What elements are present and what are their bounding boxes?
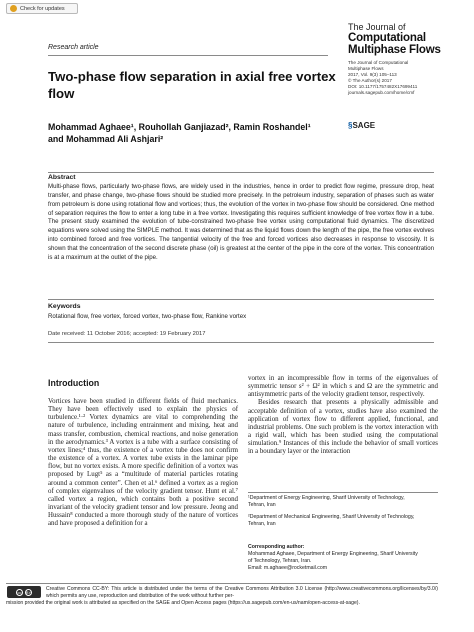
authors-line: and Mohammad Ali Ashjari²	[48, 134, 164, 144]
affiliations	[248, 495, 438, 528]
corresponding-author-email[interactable]: Email: m.aghaee@rocketmail.com	[248, 565, 328, 571]
left-column	[48, 378, 238, 529]
body-paragraph: Besides research that presents a physically admissible and acceptable definition of a vortex, studies have also examined the application of vortex flow to different applied, functional, and industrial problems. One such problem is the vortex interaction with a rigid wall, which has been studied using the computational simulation.⁹ Instances of this include the behavior of small vortices in a boundary layer or the interaction	[248, 399, 438, 456]
sage-logo-mark-icon: §	[348, 121, 353, 130]
corresponding-author	[248, 544, 438, 572]
creative-commons-badge[interactable]	[7, 586, 41, 598]
journal-masthead	[348, 22, 468, 97]
article-type: Research article	[48, 44, 99, 51]
journal-name-line3: Multiphase Flows	[348, 44, 441, 56]
affiliation-line: Tehran, Iran	[248, 521, 276, 527]
cc-icon: cc	[17, 589, 22, 595]
journal-meta-line: © The Author(s) 2017	[348, 78, 392, 84]
keywords-heading: Keywords	[48, 303, 81, 310]
check-for-updates-button[interactable]	[6, 3, 78, 14]
divider	[48, 172, 434, 173]
abstract-text: Multi-phase flows, particularly two-phase flows, are widely used in the industries, hence in order to predict flow regime, pressure drop, heat transfer, and phase change, two-phase flows should be studied more precisely. In the petroleum industry, separation of phases such as water from petroleum is done using rotational flow and vortices; thus, the evolution of the vortex in two-phase flow should be considered. One method of separation requires the flow to enter a long tube in a free vortex. Investigating this requires sufficient knowledge of free vortex flow in a tube. The present study examined the evolution of tube-constrained two-phase free vortex using computational fluid dynamics. The discretized equations were solved using the SIMPLE method. It was determined that as the liquid flows down the length of the pipe, the free vortex evolves into combined forced and free vortices. The tangential velocity of the free and forced vortices also decreases in response to viscosity. It is shown that the concentration of the second discrete phase (oil) is greatest at the center of the pipe in the core of the vortex. This concentration is at a maximum at the outlet of the pipe.	[48, 183, 434, 261]
introduction-paragraph: Vortices have been studied in different fields of fluid mechanics. They have been effectively used to explain the physics of turbulence.¹·² Vortex dynamics are vital to comprehending the nature of turbulence, including entrainment and mixing, heat and mass transfer, combustion, chemical reactions, and noise generation in the aerodynamics.³ A vortex is a tube with a surface consisting of vortex lines;⁴ thus, the existence of a vortex tube does not confirm the existence of a vortex. A vortex tube exists in the laminar pipe flow, but no vortex exists. A more specific definition of a vortex was proposed by Lugt⁵ as a “multitude of material particles rotating around a common center”. Chen et al.⁶ defined a vortex as a region of complex eigenvalues of the velocity gradient tensor. Hunt et al.⁷ called vortex a region, which contains both a positive second invariant of the velocity gradient tensor and low pressure. Jeong and Hussain⁸ conducted a more thorough study of the nature of vortices and have proposed a definition for a	[48, 398, 238, 528]
journal-meta-line: 2017, Vol. 9(3) 105–113	[348, 72, 397, 78]
corresponding-author-line: of Technology, Tehran, Iran.	[248, 558, 312, 564]
received-accepted-dates: Date received: 11 October 2016; accepted: 19 February 2017	[48, 331, 206, 337]
journal-meta	[348, 60, 468, 97]
divider	[6, 583, 438, 584]
journal-name-line1: The Journal of	[348, 22, 406, 32]
right-column	[248, 375, 438, 457]
check-for-updates-label: Check for updates	[20, 5, 65, 12]
crossmark-icon	[10, 5, 17, 12]
license-text: Creative Commons CC-BY: This article is distributed under the terms of the Creative Commons Attribution 3.0 License (http://www.creativecommons.org/licenses/by/3.0/) which permits any use, reproduction and distribution of the work without further per-	[46, 586, 438, 600]
divider	[48, 55, 328, 56]
sage-logo	[348, 121, 375, 130]
journal-meta-line: The Journal of Computational	[348, 60, 409, 65]
divider	[48, 342, 434, 343]
author-list	[48, 121, 348, 145]
corresponding-author-line: Mohammad Aghaee, Department of Energy Engineering, Sharif University	[248, 551, 418, 557]
journal-meta-line: Multiphase Flows	[348, 66, 384, 72]
journal-doi-link[interactable]: DOI: 10.1177/1757482X17699411	[348, 84, 418, 90]
article-title: Two-phase flow separation in axial free vortex flow	[48, 69, 336, 101]
license-text-continued: mission provided the original work is attributed as specified on the SAGE and Open Access pages (https://us.sagepub.com/en-us/nam/open-access-at-sage).	[6, 600, 360, 606]
corresponding-author-heading: Corresponding author:	[248, 544, 305, 550]
affiliation-line: Tehran, Iran	[248, 502, 276, 508]
journal-name-line2: Computational	[348, 32, 426, 44]
divider	[248, 492, 438, 493]
authors-line: Mohammad Aghaee¹, Rouhollah Ganjiazad², Ramin Roshandel¹	[48, 122, 311, 132]
journal-home-link[interactable]: journals.sagepub.com/home/cmf	[348, 90, 415, 96]
affiliation-line: ¹Department of Energy Engineering, Sharif University of Technology,	[248, 495, 405, 501]
abstract-heading: Abstract	[48, 174, 76, 181]
divider	[48, 299, 434, 300]
body-paragraph: vortex in an incompressible flow in terms of the eigenvalues of symmetric tensor s² + Ω² in which s and Ω are the symmetric and antisymmetric parts of the velocity gradient tensor, respectively.	[248, 375, 438, 399]
introduction-heading: Introduction	[48, 378, 100, 388]
sage-logo-text: SAGE	[352, 121, 376, 130]
affiliation-line: ²Department of Mechanical Engineering, Sharif University of Technology,	[248, 514, 415, 520]
cc-by-icon: BY	[25, 589, 32, 595]
keywords-text: Rotational flow, free vortex, forced vortex, two-phase flow, Rankine vortex	[48, 313, 247, 320]
